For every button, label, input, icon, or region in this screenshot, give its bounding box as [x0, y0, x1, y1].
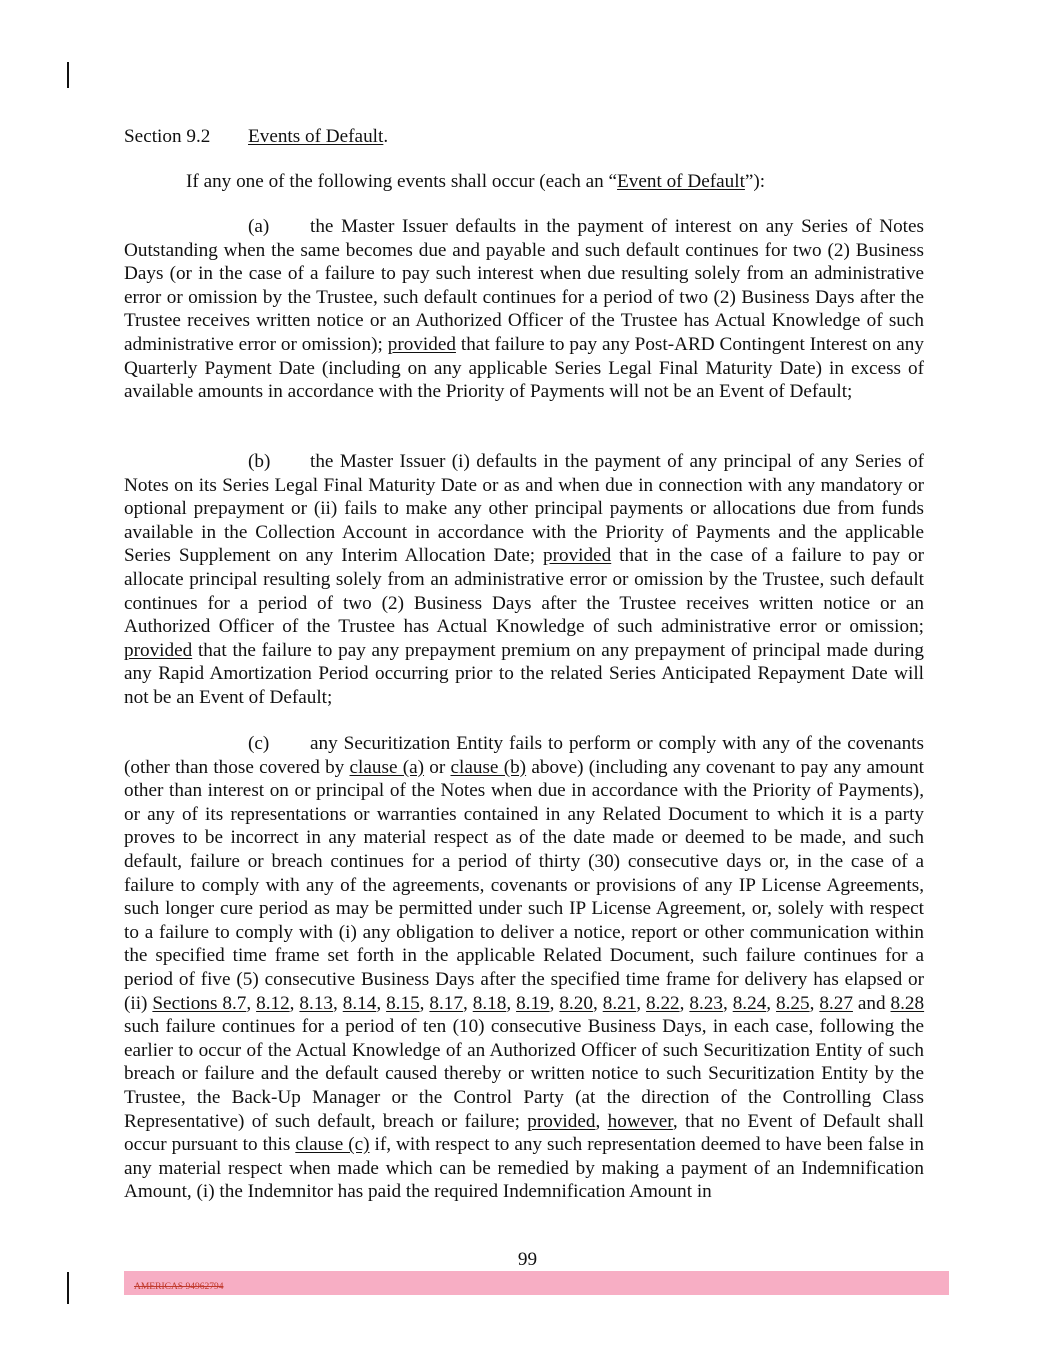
section-number: Section 9.2 — [124, 126, 211, 147]
however-term: however — [607, 1110, 673, 1132]
clause-c-label: (c) — [248, 733, 270, 754]
change-bar-bottom — [67, 1272, 69, 1304]
section-ref: 8.21 — [602, 992, 637, 1014]
document-id: AMERICAS 94962794 — [134, 1282, 224, 1292]
section-ref: 8.22 — [646, 992, 680, 1014]
clause-a-reference: clause (a) — [349, 756, 425, 778]
clause-a: (a) the Master Issuer defaults in the payment of interest on any Series of Notes Outstanding when the same becomes due and payable and such default continues for two (2) Business Days (or in the case of a failure to pay such interest when due resulting solely from an administrative error or omission by the Trustee, such default continues for a period of two (2) Business Days after the Trustee receives written notice or an Authorized Officer of the Trustee has Actual Knowledge of such administrative error or omission); provided that failure to pay any Post-ARD Contingent Interest on any Quarterly Payment Date (including on any applicable Series Legal Final Maturity Date) in excess of available amounts in accordance with the Priority of Payments will not be an Event of Default; — [124, 216, 924, 403]
section-ref: 8.15 — [386, 992, 420, 1014]
clause-b-reference: clause (b) — [450, 756, 527, 778]
defined-term-event-of-default: Event of Default — [617, 171, 745, 192]
section-ref: 8.23 — [689, 992, 723, 1014]
provided-term: provided — [527, 1110, 596, 1132]
provided-term: provided — [387, 333, 456, 355]
section-ref: 8.17 — [429, 992, 463, 1014]
clause-b-label: (b) — [248, 451, 271, 472]
section-ref: Sections 8.7 — [152, 992, 247, 1014]
section-ref: 8.24 — [732, 992, 767, 1014]
clause-c: (c) any Securitization Entity fails to perform or comply with any of the covenants (other than those covered by clause (a) or clause (b) above) (including any covenant to pay any amount other than interest on or principal of the Notes when due in accordance with the Priority of Payments), or any of its representations or warranties contained in any Related Document to which it is a party proves to be incorrect in any material respect as of the date made or deemed to be made, and such default, failure or breach continues for a period of thirty (30) consecutive days or, in the case of a failure to comply with any of the agreements, covenants or provisions of any IP License Agreements, such longer cure period as may be permitted under such IP License Agreement, or, solely with respect to a failure to comply with (i) any obligation to deliver a notice, report or other communication within the specified time frame set forth in the applicable Related Document, such failure continues for a period of five (5) consecutive Business Days after the specified time frame for delivery has elapsed or (ii) Sections 8.7, 8.12, 8.13, 8.14, 8.15, 8.17, 8.18, 8.19, 8.20, 8.21, 8.22, 8.23, 8.24, 8.25, 8.27 and 8.28 such failure continues for a period of ten (10) consecutive Business Days, in each case, following the earlier to occur of the Actual Knowledge of an Authorized Officer of such Securitization Entity of such breach or failure and the default caused thereby or written notice to such Securitization Entity by the Trustee, the Back-Up Manager or the Control Party (at the direction of the Controlling Class Representative) of such default, breach or failure; provided, however, that no Event of Default shall occur pursuant to this clause (c) if, with respect to any such representation deemed to have been false in any material respect when made which can be remedied by making a payment of an Indemnification Amount, (i) the Indemnitor has paid the required Indemnification Amount in — [124, 733, 925, 1203]
section-ref: 8.20 — [559, 992, 593, 1014]
section-ref: 8.27 — [819, 992, 853, 1014]
provided-term: provided — [124, 639, 193, 661]
clause-c-reference: clause (c) — [295, 1134, 370, 1156]
section-ref: 8.28 — [890, 992, 925, 1014]
clause-b: (b) the Master Issuer (i) defaults in the payment of any principal of any Series of Notes on its Series Legal Final Maturity Date or as and when due in connection with any mandatory or optional prepayment or (ii) fails to make any other principal payments or allocations due from funds available in the Collection Account in accordance with the Priority of Payments and the applicable Series Supplement on any Interim Allocation Date; provided that in the case of a failure to pay or allocate principal resulting solely from an administrative error or omission by the Trustee, such default continues for a period of two (2) Business Days after the Trustee receives written notice or an Authorized Officer of the Trustee has Actual Knowledge of such administrative error or omission; provided that the failure to pay any prepayment premium on any prepayment of principal made during any Rapid Amortization Period occurring prior to the related Series Anticipated Repayment Date will not be an Event of Default; — [124, 451, 924, 708]
section-ref: 8.25 — [776, 992, 810, 1014]
provided-term: provided — [543, 545, 612, 567]
section-title: Events of Default — [248, 126, 384, 147]
section-ref: 8.18 — [472, 992, 507, 1014]
clause-a-label: (a) — [248, 216, 270, 237]
intro-line: If any one of the following events shall occur (each an “Event of Default”): — [186, 171, 766, 192]
page-number: 99 — [517, 1249, 538, 1270]
footer-band — [124, 1271, 949, 1295]
section-ref: 8.19 — [516, 992, 550, 1014]
change-bar-top — [67, 62, 69, 88]
section-ref: 8.14 — [342, 992, 377, 1014]
section-ref: 8.13 — [299, 992, 333, 1014]
section-heading: Section 9.2 Events of Default. — [124, 126, 389, 147]
section-ref: 8.12 — [256, 992, 290, 1014]
